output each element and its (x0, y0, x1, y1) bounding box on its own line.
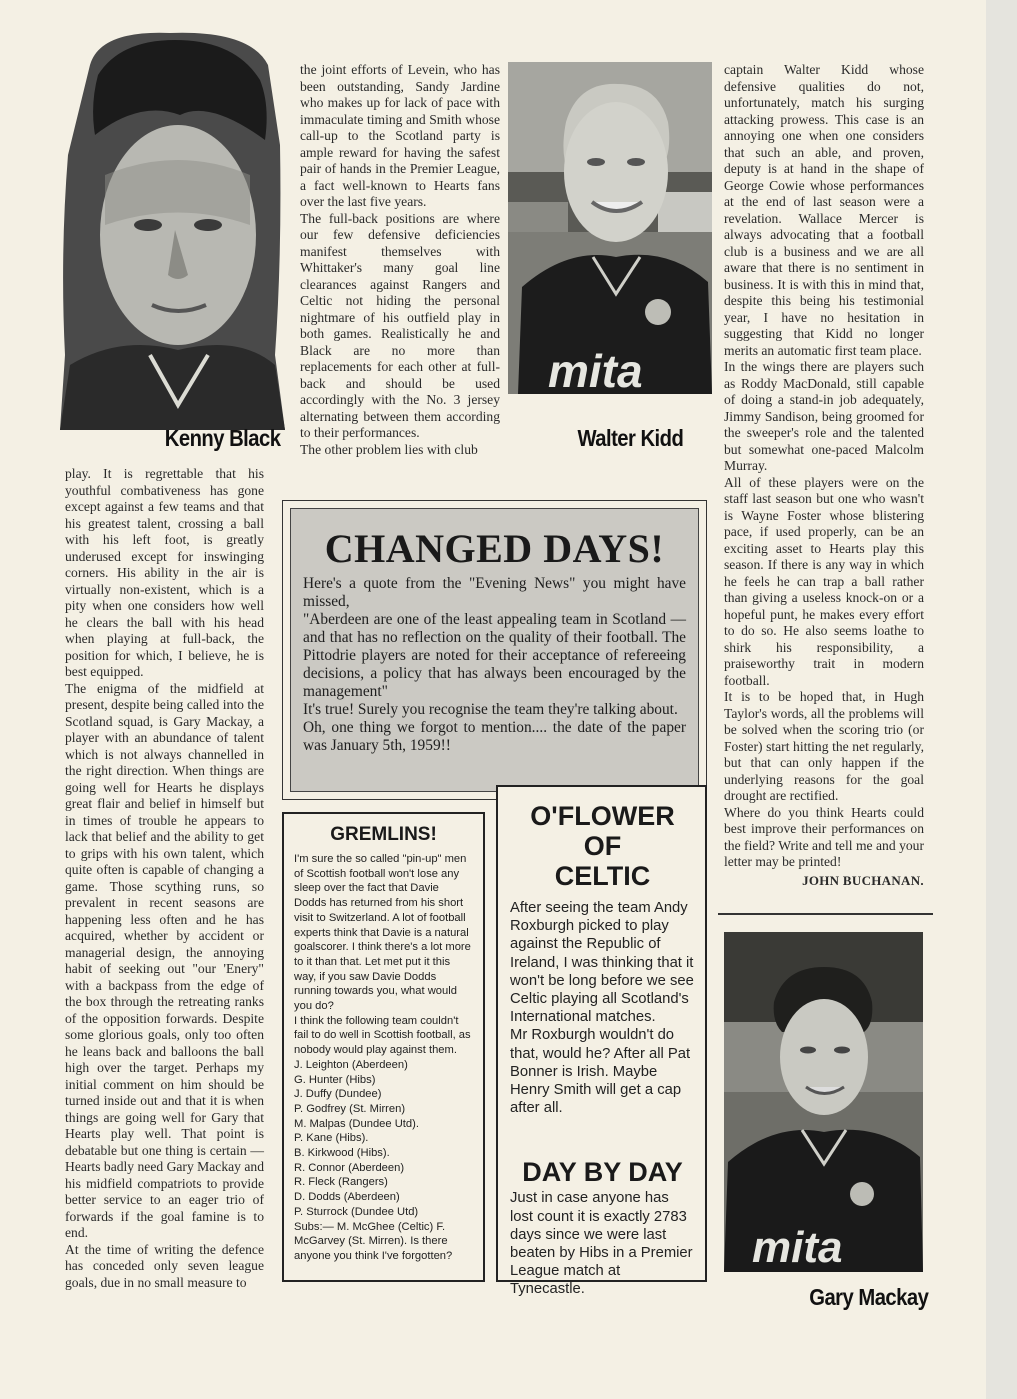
paragraph: Subs:— M. McGhee (Celtic) F. McGarvey (St. Mirren). Is there anyone you think I've forgotten? (294, 1220, 453, 1262)
list-item: J. Duffy (Dundee) (294, 1088, 382, 1101)
paragraph: Here's a quote from the "Evening News" you might have missed, (303, 575, 686, 610)
list-item: R. Fleck (Rangers) (294, 1176, 388, 1189)
article-column-3 (724, 62, 924, 889)
page-edge (986, 0, 1017, 1399)
list-item: G. Hunter (Hibs) (294, 1073, 376, 1086)
paragraph: I think the following team couldn't fail to do well in Scottish football, as nobody would play against them. (294, 1014, 471, 1057)
gremlins-title: GREMLINS! (330, 824, 437, 845)
paragraph: In the wings there are players such as Roddy MacDonald, still capable of doing a stand-in job adequately, Jimmy Sandison, being groomed for the sweeper's role and the talented but somewhat one-paced Malcolm Murray. (724, 359, 924, 473)
article-column-1 (65, 466, 264, 1291)
paragraph: Mr Roxburgh wouldn't do that, would he? After all Pat Bonner is Irish. Maybe Henry Smith will get a cap after all. (510, 1027, 691, 1117)
paragraph: It is to be hoped that, in Hugh Taylor's words, all the problems will be solved when the scoring trio (or Foster) start hitting the net regularly, but that can only happen if the underlying reasons for the goal drought are rectified. (724, 689, 924, 803)
list-item: P. Kane (Hibs). (294, 1132, 369, 1145)
gary-mackay-photo (724, 932, 923, 1272)
walter-kidd-photo (508, 62, 712, 394)
paragraph: After seeing the team Andy Roxburgh picked to play against the Republic of Ireland, I was thinking that it won't be long before we see Celtic playing all Scotland's International matches. (510, 900, 694, 1026)
list-item: D. Dodds (Aberdeen) (294, 1191, 400, 1204)
team-list (294, 1058, 473, 1220)
day-by-day-text: Just in case anyone has lost count it is exactly 2783 days since we were last beaten by Hibs in a Premier League match at Tynecastle. (510, 1190, 693, 1298)
list-item: J. Leighton (Aberdeen) (294, 1058, 408, 1071)
paragraph: It's true! Surely you recognise the team they're talking about. (303, 701, 678, 718)
list-item: B. Kirkwood (Hibs). (294, 1147, 390, 1160)
paragraph: Oh, one thing we forgot to mention.... the date of the paper was January 5th, 1959!! (303, 719, 686, 754)
paragraph: captain Walter Kidd whose defensive qualities do not, unfortunately, match his surging attacking prowess. This case is an annoying one when one considers that such an able, and proven, deputy is at hand in the shape of George Cowie whose performances at the end of last season were a revelation. Wallace Mercer is always advocating that a football club is a business and we are all aware that there is no sentiment in business. It is with this in mind that, despite this being his testimonial year, I have no hesitation in suggesting that Kidd no longer merits an automatic first team place. (724, 62, 924, 358)
paragraph: At the time of writing the defence has conceded only seven league goals, due in no small measure to (65, 1241, 264, 1290)
list-item: P. Sturrock (Dundee Utd) (294, 1205, 419, 1218)
paragraph: The enigma of the midfield at present, despite being called into the Scotland squad, is Gary Mackay, a player with an abundance of talent which is not always channelled in the right direction. When things are going well for Hearts he displays great flair and belief in himself but in times of trouble he appears to lack that belief and the ability to get to grips with his own talent, which quite often is capable of changing a game. Those scything runs, so prevalent in recent seasons are happening less often and he has acquired, whether by accident or managerial design, the annoying habit of seeking out "our 'Enery" with a backpass from the edge of the box through the retreating ranks of the opposition forwards. Despite some glorious goals, only too often he leans back and balloons the ball high over the target. Perhaps my initial comment on him should be turned inside out and that it is when things are going well for Gary that Hearts play well. That point is debatable but one thing is certain — Hearts badly need Gary Mackay and his midfield compatriots to provide better service to an eager trio of forwards if the goal famine is to end. (65, 680, 264, 1240)
oflower-title-line1: O'FLOWER OF (530, 801, 675, 861)
list-item: P. Godfrey (St. Mirren) (294, 1102, 406, 1115)
day-by-day-title: DAY BY DAY (522, 1157, 683, 1188)
gremlins-box (282, 812, 485, 1282)
paragraph: the joint efforts of Levein, who has been outstanding, Sandy Jardine who makes up for lack of pace with immaculate timing and Smith whose call-up to the Scotland party is ample reward for having the safest pair of hands in the Premier League, a fact well-known to Hearts fans over the last five years. (300, 62, 500, 209)
article-column-2 (300, 62, 500, 458)
divider (718, 913, 933, 915)
paragraph: All of these players were on the staff last season but one who wasn't is Wayne Foster whose blistering pace, if used properly, can be an exciting asset to Hearts play this season. If there is any way in which he feels he can trap a ball rather than giving a useless knock-on or a hopeful punt, he makes every effort to do so. He also seems loathe to shirk his responsibility, a praiseworthy trait in modern football. (724, 474, 924, 688)
mita-shirt-logo: mita (548, 345, 643, 394)
walter-kidd-caption: Walter Kidd (577, 425, 683, 451)
paragraph: "Aberdeen are one of the least appealing team in Scotland — and that has no reflection on the quality of their football. The Pittodrie players are noted for their acceptance of refereeing decisions, a policy that has always been encouraged by the management" (303, 611, 686, 700)
author-signature: JOHN BUCHANAN. (802, 872, 924, 888)
oflower-title-line2: CELTIC (554, 861, 651, 891)
kenny-black-caption: Kenny Black (164, 425, 280, 451)
list-item: M. Malpas (Dundee Utd). (294, 1117, 419, 1130)
paragraph: The full-back positions are where our few defensive deficiencies manifest themselves with Whittaker's many goal line clearances against Rangers and Celtic not hiding the personal nightmare of his outfield play in both games. Realistically he and Black are no more than replacements for each other at full-back and should be used accordingly with the No. 3 jersey alternating between them according to their performances. (300, 210, 500, 440)
gary-mackay-caption: Gary Mackay (808, 1284, 928, 1310)
mita-shirt-logo: mita (752, 1223, 843, 1272)
list-item: R. Connor (Aberdeen) (294, 1161, 405, 1174)
paragraph: I'm sure the so called "pin-up" men of Scottish football won't lose any sleep over the fact that Davie Dodds has returned from his short visit to Switzerland. A lot of football experts think that Davie is a natural goalscorer. I think there's a lot more to it than that. Let met put it this way, if you saw Davie Dodds running towards you, what would you do? (294, 853, 471, 1013)
paragraph: The other problem lies with club (300, 441, 478, 457)
changed-days-box (282, 500, 707, 800)
paragraph: Where do you think Hearts could best improve their performances on the field? Write and tell me and your letter may be printed! (724, 804, 924, 869)
paragraph: play. It is regrettable that his youthful combativeness has gone except against a few teams and that his greatest talent, crossing a ball with his left foot, is greatly underused except for inswinging corners. His ability in the air is virtually non-existent, which is a pity when one considers how well he clears the ball with his head when playing at full-back, the position for which, I believe, he is best equipped. (65, 466, 264, 679)
kenny-black-photo (60, 25, 285, 430)
changed-days-title: CHANGED DAYS! (324, 526, 665, 571)
oflower-box (496, 785, 707, 1298)
